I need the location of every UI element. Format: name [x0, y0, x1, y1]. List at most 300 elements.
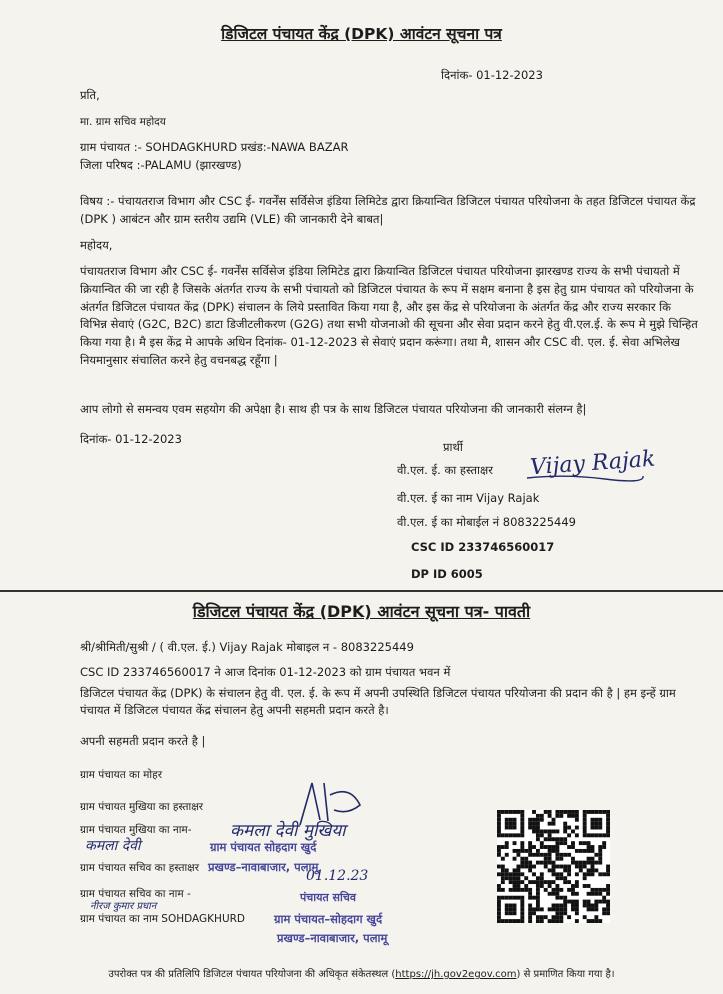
qr-module — [505, 907, 509, 911]
qr-module — [587, 841, 591, 845]
qr-module — [497, 919, 501, 923]
qr-module — [509, 911, 513, 915]
notice-date: दिनांक- 01-12-2023 — [441, 68, 543, 82]
qr-module — [559, 865, 563, 869]
qr-module — [548, 833, 552, 837]
qr-module — [583, 841, 587, 845]
qr-module — [513, 884, 517, 888]
qr-module — [559, 872, 563, 876]
qr-module — [505, 818, 509, 822]
qr-module — [520, 849, 524, 853]
qr-module — [598, 845, 602, 849]
qr-module — [497, 829, 501, 833]
qr-module — [516, 880, 520, 884]
qr-module — [497, 865, 501, 869]
qr-module — [524, 884, 528, 888]
footer-text: उपरोक्त पत्र की प्रतिलिपि डिजिटल पंचायत परियोजना की अधिकृत संकेतस्थल ( — [108, 969, 396, 980]
qr-module — [548, 892, 552, 896]
receipt-line-1: श्री/श्रीमिती/सुश्री / ( वी.एल. ई.) Vijay Rajak मोबाइल न - 8083225449 — [80, 640, 414, 654]
qr-module — [536, 892, 540, 896]
qr-module — [540, 915, 544, 919]
qr-module — [544, 861, 548, 865]
qr-module — [594, 810, 598, 814]
qr-module — [591, 868, 595, 872]
qr-module — [555, 829, 559, 833]
receipt-line-2: CSC ID 233746560017 ने आज दिनांक 01-12-2023 को ग्राम पंचायत भवन में — [80, 665, 451, 679]
vle-signature-label: वी.एल. ई. का हस्ताक्षर — [397, 463, 493, 477]
qr-module — [544, 888, 548, 892]
qr-module — [548, 919, 552, 923]
qr-module — [587, 810, 591, 814]
qr-module — [536, 900, 540, 904]
qr-module — [516, 865, 520, 869]
qr-module — [579, 868, 583, 872]
qr-module — [567, 880, 571, 884]
qr-module — [501, 865, 505, 869]
qr-module — [594, 892, 598, 896]
qr-module — [571, 814, 575, 818]
qr-module — [513, 907, 517, 911]
qr-module — [544, 853, 548, 857]
qr-module — [548, 829, 552, 833]
qr-module — [555, 876, 559, 880]
qr-module — [555, 911, 559, 915]
prati-label: प्रति, — [80, 88, 100, 102]
qr-module — [516, 884, 520, 888]
qr-module — [563, 868, 567, 872]
qr-module — [555, 892, 559, 896]
qr-module — [536, 861, 540, 865]
qr-module — [532, 865, 536, 869]
qr-module — [575, 907, 579, 911]
qr-module — [552, 865, 556, 869]
qr-module — [559, 907, 563, 911]
qr-module — [606, 865, 610, 869]
qr-module — [567, 853, 571, 857]
qr-module — [591, 919, 595, 923]
vle-mobile: वी.एल. ई का मोबाईल नं 8083225449 — [397, 515, 576, 529]
qr-module — [520, 872, 524, 876]
qr-module — [575, 884, 579, 888]
qr-module — [602, 872, 606, 876]
qr-module — [559, 841, 563, 845]
address-line-2: जिला परिषद :-PALAMU (झारखण्ड) — [80, 158, 242, 172]
consent-line: अपनी सहमती प्रदान करते है | — [80, 734, 206, 748]
qr-module — [594, 833, 598, 837]
qr-module — [536, 833, 540, 837]
qr-module — [524, 865, 528, 869]
qr-module — [516, 868, 520, 872]
qr-module — [513, 822, 517, 826]
qr-module — [579, 861, 583, 865]
qr-module — [497, 884, 501, 888]
qr-module — [567, 833, 571, 837]
qr-module — [532, 911, 536, 915]
qr-module — [497, 845, 501, 849]
qr-module — [587, 900, 591, 904]
applicant-label: प्रार्थी — [443, 440, 463, 454]
qr-module — [579, 849, 583, 853]
qr-module — [520, 907, 524, 911]
qr-module — [497, 872, 501, 876]
qr-module — [520, 814, 524, 818]
qr-module — [520, 857, 524, 861]
signature-underline — [525, 470, 645, 484]
qr-module — [536, 884, 540, 888]
qr-module — [559, 814, 563, 818]
qr-module — [520, 829, 524, 833]
footer-note — [0, 966, 723, 980]
qr-module — [591, 857, 595, 861]
qr-module — [583, 822, 587, 826]
qr-module — [548, 880, 552, 884]
qr-module — [583, 900, 587, 904]
qr-module — [571, 904, 575, 908]
qr-module — [559, 857, 563, 861]
qr-module — [540, 845, 544, 849]
qr-module — [606, 814, 610, 818]
qr-module — [575, 919, 579, 923]
qr-module — [563, 829, 567, 833]
qr-module — [575, 818, 579, 822]
qr-module — [536, 907, 540, 911]
qr-module — [501, 880, 505, 884]
qr-module — [501, 857, 505, 861]
qr-module — [520, 865, 524, 869]
qr-module — [528, 915, 532, 919]
qr-module — [497, 853, 501, 857]
qr-module — [509, 822, 513, 826]
sachiv-stamp: पंचायत सचिव — [300, 891, 356, 904]
qr-module — [567, 865, 571, 869]
qr-module — [505, 919, 509, 923]
qr-module — [571, 907, 575, 911]
qr-module — [594, 904, 598, 908]
qr-module — [536, 876, 540, 880]
qr-module — [594, 818, 598, 822]
qr-module — [532, 810, 536, 814]
qr-module — [536, 896, 540, 900]
qr-module — [532, 880, 536, 884]
qr-module — [606, 810, 610, 814]
qr-module — [548, 868, 552, 872]
qr-module — [505, 872, 509, 876]
qr-module — [555, 872, 559, 876]
qr-module — [544, 845, 548, 849]
qr-module — [548, 814, 552, 818]
qr-module — [497, 911, 501, 915]
qr-module — [563, 880, 567, 884]
qr-module — [497, 810, 501, 814]
qr-module — [583, 810, 587, 814]
qr-module — [602, 845, 606, 849]
qr-module — [501, 810, 505, 814]
qr-module — [540, 880, 544, 884]
qr-module — [563, 822, 567, 826]
qr-module — [571, 888, 575, 892]
qr-module — [540, 833, 544, 837]
qr-module — [567, 826, 571, 830]
qr-module — [513, 888, 517, 892]
sachiv-handwritten-name: नीरज कुमार प्रधान — [90, 901, 157, 912]
qr-module — [513, 810, 517, 814]
qr-module — [552, 872, 556, 876]
qr-module — [524, 857, 528, 861]
qr-module — [516, 896, 520, 900]
qr-module — [532, 822, 536, 826]
qr-module — [555, 904, 559, 908]
qr-module — [555, 849, 559, 853]
qr-module — [505, 833, 509, 837]
qr-module — [540, 853, 544, 857]
qr-module — [540, 876, 544, 880]
qr-module — [575, 810, 579, 814]
qr-module — [591, 861, 595, 865]
qr-module — [563, 904, 567, 908]
qr-module — [520, 888, 524, 892]
qr-module — [528, 865, 532, 869]
qr-module — [548, 845, 552, 849]
qr-module — [575, 880, 579, 884]
qr-module — [587, 849, 591, 853]
qr-module — [513, 857, 517, 861]
qr-module — [520, 845, 524, 849]
qr-module — [520, 841, 524, 845]
qr-module — [548, 849, 552, 853]
qr-module — [509, 907, 513, 911]
qr-module — [579, 841, 583, 845]
qr-module — [501, 888, 505, 892]
qr-module — [583, 884, 587, 888]
qr-module — [594, 907, 598, 911]
qr-module — [505, 911, 509, 915]
qr-module — [587, 845, 591, 849]
qr-module — [548, 810, 552, 814]
qr-module — [598, 822, 602, 826]
qr-module — [583, 904, 587, 908]
qr-module — [555, 857, 559, 861]
qr-module — [540, 884, 544, 888]
qr-module — [606, 911, 610, 915]
qr-module — [524, 861, 528, 865]
qr-module — [575, 833, 579, 837]
qr-module — [606, 892, 610, 896]
qr-module — [501, 833, 505, 837]
qr-module — [587, 907, 591, 911]
qr-module — [555, 907, 559, 911]
qr-module — [497, 814, 501, 818]
qr-module — [520, 861, 524, 865]
qr-module — [505, 841, 509, 845]
qr-module — [591, 826, 595, 830]
qr-module — [520, 896, 524, 900]
qr-module — [567, 814, 571, 818]
qr-module — [552, 822, 556, 826]
mukhiya-name-label: ग्राम पंचायत मुखिया का नाम- — [80, 824, 192, 836]
qr-module — [513, 876, 517, 880]
qr-module — [513, 919, 517, 923]
qr-module — [536, 818, 540, 822]
qr-module — [532, 896, 536, 900]
qr-module — [536, 915, 540, 919]
qr-module — [575, 911, 579, 915]
qr-module — [528, 892, 532, 896]
qr-module — [575, 849, 579, 853]
qr-module — [536, 880, 540, 884]
qr-module — [505, 904, 509, 908]
qr-module — [602, 896, 606, 900]
qr-module — [598, 892, 602, 896]
qr-module — [552, 837, 556, 841]
qr-module — [544, 880, 548, 884]
qr-module — [552, 845, 556, 849]
qr-module — [509, 826, 513, 830]
qr-module — [505, 896, 509, 900]
qr-module — [598, 826, 602, 830]
qr-module — [602, 911, 606, 915]
salutation: महोदय, — [80, 238, 113, 252]
qr-module — [563, 810, 567, 814]
vle-signature: Vijay Rajak — [529, 446, 657, 481]
qr-module — [509, 872, 513, 876]
qr-module — [583, 833, 587, 837]
qr-module — [552, 829, 556, 833]
qr-module — [583, 849, 587, 853]
qr-module — [513, 868, 517, 872]
qr-module — [528, 907, 532, 911]
qr-module — [594, 915, 598, 919]
qr-module — [583, 872, 587, 876]
qr-module — [532, 872, 536, 876]
qr-module — [528, 845, 532, 849]
qr-module — [524, 849, 528, 853]
qr-code — [497, 810, 610, 923]
qr-module — [497, 907, 501, 911]
qr-module — [497, 896, 501, 900]
dp-id: DP ID 6005 — [411, 567, 483, 581]
qr-module — [606, 829, 610, 833]
qr-module — [528, 868, 532, 872]
qr-module — [606, 868, 610, 872]
qr-module — [513, 818, 517, 822]
qr-module — [594, 868, 598, 872]
qr-module — [575, 904, 579, 908]
seal-label: ग्राम पंचायत का मोहर — [80, 769, 163, 781]
qr-module — [602, 810, 606, 814]
date-bottom: दिनांक- 01-12-2023 — [80, 432, 182, 446]
sachiv-name-label: ग्राम पंचायत सचिव का नाम - — [80, 888, 191, 900]
qr-module — [555, 845, 559, 849]
handwritten-date: 01.12.23 — [306, 868, 369, 884]
qr-module — [520, 810, 524, 814]
qr-module — [594, 888, 598, 892]
qr-module — [552, 861, 556, 865]
qr-module — [516, 888, 520, 892]
qr-module — [536, 888, 540, 892]
qr-module — [598, 900, 602, 904]
qr-module — [548, 861, 552, 865]
qr-module — [571, 857, 575, 861]
qr-module — [501, 872, 505, 876]
qr-module — [571, 900, 575, 904]
qr-module — [555, 841, 559, 845]
qr-module — [536, 849, 540, 853]
cooperation-line: आप लोगो से समन्वय एवम सहयोग की अपेक्षा है। साथ ही पत्र के साथ डिजिटल पंचायत परियोजना की जानकारी संलग्न है| — [80, 402, 587, 416]
qr-module — [540, 872, 544, 876]
panchayat-name-label: ग्राम पंचायत का नाम SOHDAGKHURD — [80, 913, 246, 925]
qr-module — [540, 818, 544, 822]
qr-module — [528, 826, 532, 830]
qr-module — [497, 904, 501, 908]
qr-module — [509, 888, 513, 892]
qr-module — [505, 845, 509, 849]
qr-module — [520, 826, 524, 830]
qr-module — [559, 915, 563, 919]
qr-module — [513, 826, 517, 830]
qr-module — [555, 915, 559, 919]
qr-module — [575, 814, 579, 818]
qr-module — [571, 861, 575, 865]
qr-module — [536, 853, 540, 857]
qr-module — [548, 822, 552, 826]
qr-module — [509, 833, 513, 837]
qr-module — [555, 865, 559, 869]
qr-module — [575, 826, 579, 830]
qr-module — [540, 861, 544, 865]
qr-module — [552, 892, 556, 896]
qr-module — [567, 900, 571, 904]
qr-module — [540, 814, 544, 818]
qr-module — [563, 853, 567, 857]
qr-module — [598, 849, 602, 853]
qr-module — [528, 822, 532, 826]
qr-module — [591, 810, 595, 814]
qr-module — [555, 810, 559, 814]
qr-module — [559, 888, 563, 892]
qr-module — [587, 884, 591, 888]
mukhiya-stamp-line-1: ग्राम पंचायत सोहदाग खुर्द — [210, 840, 317, 854]
qr-module — [501, 876, 505, 880]
mukhiya-handwritten-name: कमला देवी — [85, 838, 141, 854]
qr-module — [559, 896, 563, 900]
qr-module — [591, 907, 595, 911]
qr-module — [563, 907, 567, 911]
qr-module — [602, 907, 606, 911]
footer-link[interactable]: https://jh.gov2egov.com — [395, 969, 517, 980]
qr-module — [587, 861, 591, 865]
qr-module — [520, 822, 524, 826]
qr-module — [583, 818, 587, 822]
qr-module — [552, 904, 556, 908]
qr-module — [598, 833, 602, 837]
qr-module — [528, 818, 532, 822]
qr-module — [528, 888, 532, 892]
qr-module — [532, 826, 536, 830]
qr-module — [540, 841, 544, 845]
qr-module — [587, 919, 591, 923]
qr-module — [598, 861, 602, 865]
qr-module — [591, 892, 595, 896]
receipt-title: डिजिटल पंचायत केंद्र (DPK) आवंटन सूचना पत्र- पावती — [192, 602, 531, 621]
qr-module — [513, 849, 517, 853]
qr-module — [571, 810, 575, 814]
qr-module — [571, 884, 575, 888]
qr-module — [591, 865, 595, 869]
qr-module — [555, 896, 559, 900]
qr-module — [598, 853, 602, 857]
qr-module — [567, 845, 571, 849]
qr-module — [594, 826, 598, 830]
